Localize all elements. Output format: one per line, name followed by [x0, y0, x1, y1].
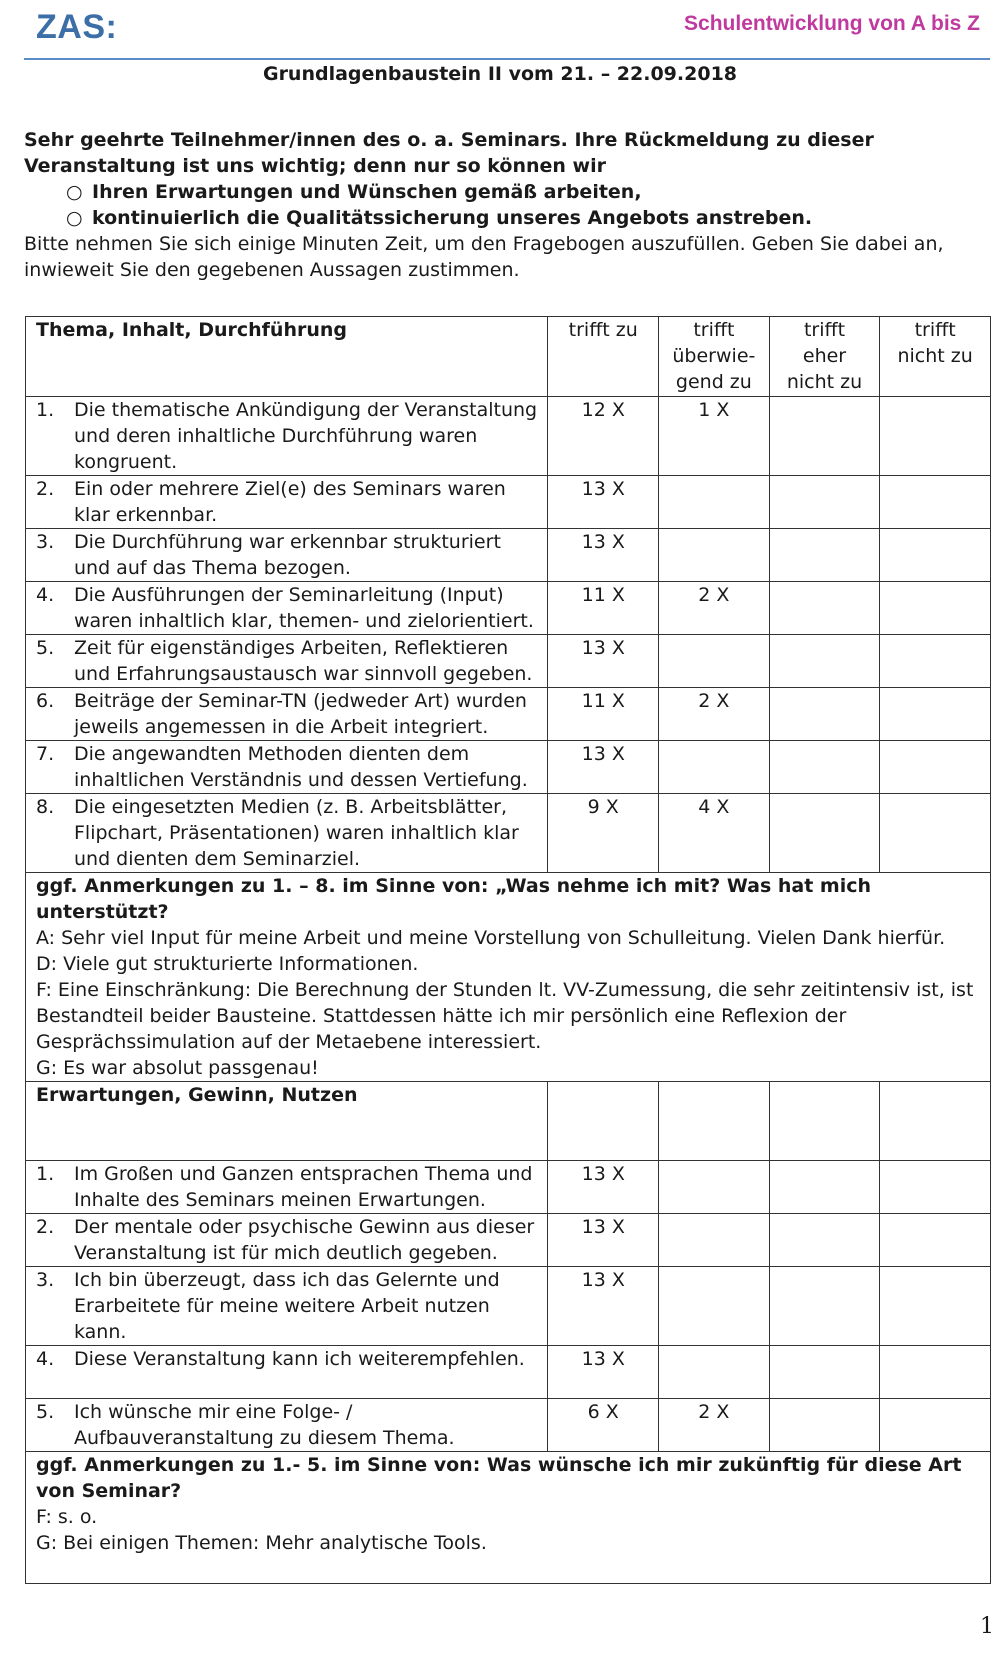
column-header-eher-nicht: trifft eher nicht zu [769, 317, 880, 397]
item-number: 2. [36, 478, 55, 500]
item-number: 8. [36, 796, 55, 818]
section2-header-row [26, 1082, 991, 1161]
table-row [26, 397, 991, 476]
note-line: G: Es war absolut passgenau! [36, 1057, 319, 1079]
rating-cell [769, 1399, 880, 1452]
intro-instruction: Bitte nehmen Sie sich einige Minuten Zeit, um den Fragebogen auszufüllen. Geben Sie dabei an, inwieweit Sie den gegebenen Aussagen zustimmen. [24, 233, 944, 281]
rating-cell [880, 741, 991, 794]
rating-cell: 13 X [548, 635, 659, 688]
column-header-ueberwiegend: trifft überwie-gend zu [659, 317, 770, 397]
item-text: Ein oder mehrere Ziel(e) des Seminars waren klar erkennbar. [74, 478, 506, 526]
page-number: 1 [980, 1614, 994, 1639]
rating-cell [880, 1399, 991, 1452]
rating-cell: 2 X [659, 1399, 770, 1452]
rating-cell [880, 1214, 991, 1267]
rating-cell [659, 635, 770, 688]
rating-cell [880, 529, 991, 582]
intro-bullet: ○ kontinuierlich die Qualitätssicherung unseres Angebots anstreben. [66, 205, 984, 231]
table-row [26, 688, 991, 741]
table-row [26, 1267, 991, 1346]
section1-title: Thema, Inhalt, Durchführung [26, 317, 548, 397]
item-text: Der mentale oder psychische Gewinn aus dieser Veranstaltung ist für mich deutlich gegeben. [74, 1216, 535, 1264]
column-header-nicht-zu: trifft nicht zu [880, 317, 991, 397]
rating-cell: 11 X [548, 582, 659, 635]
item-number: 1. [36, 1163, 55, 1185]
rating-cell [769, 635, 880, 688]
item-number: 4. [36, 1348, 55, 1370]
rating-cell [880, 476, 991, 529]
table-row [26, 794, 991, 873]
item-number: 3. [36, 531, 55, 553]
item-text: Die Durchführung war erkennbar strukturiert und auf das Thema bezogen. [74, 531, 501, 579]
rating-cell: 13 X [548, 1161, 659, 1214]
rating-cell: 1 X [659, 397, 770, 476]
column-header-trifft-zu: trifft zu [548, 317, 659, 397]
item-text: Die Ausführungen der Seminarleitung (Input) waren inhaltlich klar, themen- und zielorientiert. [74, 584, 534, 632]
item-text: Beiträge der Seminar-TN (jedweder Art) wurden jeweils angemessen in die Arbeit integriert. [74, 690, 527, 738]
rating-cell [769, 1161, 880, 1214]
table-row [26, 1399, 991, 1452]
table-row [26, 1346, 991, 1399]
intro-text [24, 127, 984, 283]
rating-cell [880, 1346, 991, 1399]
section1-notes-row [26, 873, 991, 1082]
item-text: Im Großen und Ganzen entsprachen Thema und Inhalte des Seminars meinen Erwartungen. [74, 1163, 533, 1211]
rating-cell [769, 741, 880, 794]
rating-cell: 13 X [548, 741, 659, 794]
item-text: Zeit für eigenständiges Arbeiten, Reflektieren und Erfahrungsaustausch war sinnvoll gegeben. [74, 637, 533, 685]
table-row [26, 529, 991, 582]
item-number: 1. [36, 399, 55, 421]
section2-notes-title: ggf. Anmerkungen zu 1.- 5. im Sinne von: Was wünsche ich mir zukünftig für diese Art von Seminar? [36, 1454, 962, 1502]
rating-cell: 13 X [548, 1346, 659, 1399]
rating-cell: 11 X [548, 688, 659, 741]
table-row [26, 741, 991, 794]
rating-cell [880, 397, 991, 476]
rating-cell [769, 1346, 880, 1399]
rating-cell: 13 X [548, 476, 659, 529]
intro-bullet: ○ Ihren Erwartungen und Wünschen gemäß arbeiten, [66, 179, 984, 205]
rating-cell [659, 476, 770, 529]
rating-cell: 2 X [659, 582, 770, 635]
rating-cell [769, 397, 880, 476]
item-text: Ich bin überzeugt, dass ich das Gelernte und Erarbeitete für meine weitere Arbeit nutzen kann. [74, 1269, 500, 1343]
item-number: 4. [36, 584, 55, 606]
table-row [26, 476, 991, 529]
rating-cell [769, 529, 880, 582]
item-number: 5. [36, 637, 55, 659]
brand-title: Schulentwicklung von A bis Z [684, 12, 980, 35]
note-line: D: Viele gut strukturierte Informationen. [36, 953, 419, 975]
section2-notes-row [26, 1452, 991, 1584]
rating-cell [880, 635, 991, 688]
survey-table [25, 316, 991, 1584]
rating-cell [880, 1161, 991, 1214]
intro-bullets [24, 179, 984, 231]
rating-cell [769, 688, 880, 741]
item-number: 6. [36, 690, 55, 712]
item-text: Diese Veranstaltung kann ich weiterempfehlen. [74, 1348, 525, 1370]
rating-cell [880, 794, 991, 873]
intro-greeting: Sehr geehrte Teilnehmer/innen des o. a. Seminars. Ihre Rückmeldung zu dieser Veranstaltung ist uns wichtig; denn nur so können wir [24, 129, 874, 177]
rating-cell: 13 X [548, 1267, 659, 1346]
table-row [26, 582, 991, 635]
rating-cell: 13 X [548, 529, 659, 582]
section2-title: Erwartungen, Gewinn, Nutzen [26, 1082, 548, 1161]
table-row [26, 1161, 991, 1214]
rating-cell: 6 X [548, 1399, 659, 1452]
rating-cell: 4 X [659, 794, 770, 873]
section1-notes-title: ggf. Anmerkungen zu 1. – 8. im Sinne von: „Was nehme ich mit? Was hat mich unterstützt? [36, 875, 872, 923]
rating-cell [769, 1267, 880, 1346]
item-number: 2. [36, 1216, 55, 1238]
table-row [26, 635, 991, 688]
zas-logo: ZAS: [36, 8, 118, 46]
rating-cell [659, 1267, 770, 1346]
note-line: A: Sehr viel Input für meine Arbeit und meine Vorstellung von Schulleitung. Vielen Dank hierfür. [36, 927, 946, 949]
item-text: Die thematische Ankündigung der Veranstaltung und deren inhaltliche Durchführung waren kongruent. [74, 399, 538, 473]
rating-cell: 13 X [548, 1214, 659, 1267]
rating-cell: 2 X [659, 688, 770, 741]
rating-cell [769, 1214, 880, 1267]
rating-cell: 12 X [548, 397, 659, 476]
rating-cell [659, 1161, 770, 1214]
rating-cell [769, 476, 880, 529]
rating-cell [659, 529, 770, 582]
item-number: 5. [36, 1401, 55, 1423]
item-number: 7. [36, 743, 55, 765]
item-text: Die eingesetzten Medien (z. B. Arbeitsblätter, Flipchart, Präsentationen) waren inhaltlich klar und dienten dem Seminarziel. [74, 796, 519, 870]
header-rule [24, 58, 990, 60]
note-line: F: s. o. [36, 1506, 98, 1528]
rating-cell: 9 X [548, 794, 659, 873]
rating-cell [769, 582, 880, 635]
rating-cell [880, 1267, 991, 1346]
item-number: 3. [36, 1269, 55, 1291]
rating-cell [659, 741, 770, 794]
rating-cell [769, 794, 880, 873]
rating-cell [659, 1214, 770, 1267]
note-line: F: Eine Einschränkung: Die Berechnung der Stunden lt. VV-Zumessung, die sehr zeitintensiv ist, ist Bestandteil beider Bausteine. Stattdessen hätte ich mir persönlich eine Reflexion der Gesprächssimulation auf der Metaebene interessiert. [36, 979, 974, 1053]
section1-header-row [26, 317, 991, 397]
rating-cell [880, 582, 991, 635]
item-text: Die angewandten Methoden dienten dem inhaltlichen Verständnis und dessen Vertiefung. [74, 743, 528, 791]
rating-cell [880, 688, 991, 741]
document-title: Grundlagenbaustein II vom 21. – 22.09.2018 [262, 63, 738, 85]
table-row [26, 1214, 991, 1267]
item-text: Ich wünsche mir eine Folge- / Aufbauveranstaltung zu diesem Thema. [74, 1401, 455, 1449]
rating-cell [659, 1346, 770, 1399]
note-line: G: Bei einigen Themen: Mehr analytische Tools. [36, 1532, 487, 1554]
